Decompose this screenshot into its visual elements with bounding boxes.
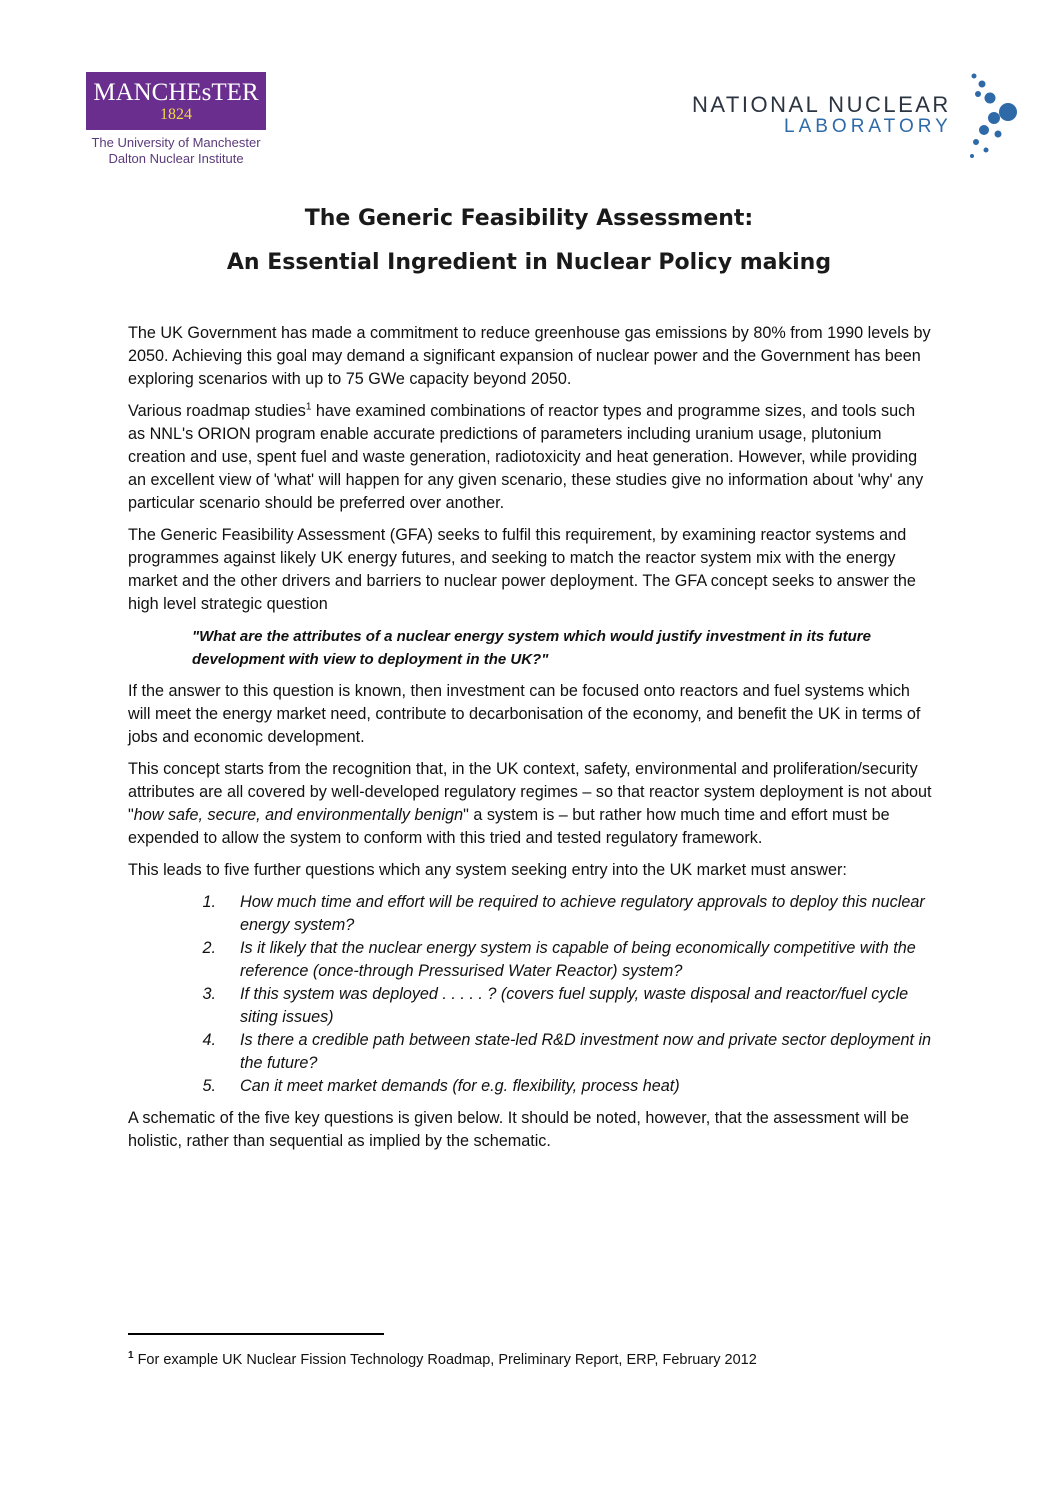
list-item-text: Can it meet market demands (for e.g. flexibility, process heat) [240,1077,680,1095]
list-item-text: How much time and effort will be required to achieve regulatory approvals to deploy this nuclear energy system? [240,893,925,934]
footnote-text: For example UK Nuclear Fission Technology Roadmap, Preliminary Report, ERP, February 2012 [137,1351,757,1368]
paragraph-concept-rest: " a system is – but rather how much time and effort must be expended to allow the system to conform with this tried and tested regulatory framework. [128,806,890,847]
paragraph-intro: The UK Government has made a commitment to reduce greenhouse gas emissions by 80% from 1990 levels by 2050. Achieving this goal may demand a significant expansion of nuclear power and the Government has been exploring scenarios with up to 75 GWe capacity beyond 2050. [128,324,931,388]
list-item [128,937,933,983]
manchester-subtitle-line2: Dalton Nuclear Institute [108,151,244,166]
manchester-logo-name: MANCHEsTER [93,78,259,106]
footnote-mark: 1 [128,1350,134,1361]
paragraph-roadmap [128,400,933,515]
key-questions-list [128,891,933,1098]
list-item-number: 4. [202,1031,216,1049]
strategic-question-quote: "What are the attributes of a nuclear energy system which would justify investment in its future development with view to deployment in the UK?" [192,628,871,668]
list-item [128,891,933,937]
manchester-subtitle-line1: The University of Manchester [91,135,261,150]
university-of-manchester-logo [78,72,278,167]
list-item-number: 3. [202,985,216,1003]
list-item [128,1075,933,1098]
manchester-logo-box [86,72,266,130]
manchester-logo-year: 1824 [160,105,192,123]
footnote [128,1350,757,1368]
paragraph-roadmap-rest: have examined combinations of reactor types and programme sizes, and tools such as NNL's ORION program enable accurate predictions of parameters including uranium usage, plutonium creation and use, spent fuel and waste generation, radiotoxicity and heat generation. However, while providing an excellent view of 'what' will happen for any given scenario, these studies give no information about 'why' any particular scenario should be preferred over another. [128,402,924,512]
paragraph-gfa: The Generic Feasibility Assessment (GFA) seeks to fulfil this requirement, by examining reactor systems and programmes against likely UK energy futures, and seeking to match the reactor system mix with the energy market and the other drivers and barriers to nuclear power deployment. The GFA concept seeks to answer the high level strategic question [128,526,916,613]
list-item-text: Is it likely that the nuclear energy system is capable of being economically competitive with the reference (once-through Pressurised Water Reactor) system? [240,939,916,980]
paragraph-concept-start: This concept starts from the recognition that, in the UK context, safety, environmental and proliferation/security attributes are all covered by well-developed regulatory regimes – so that reactor system deployment is not about " [128,760,932,824]
list-item-text: If this system was deployed . . . . . ? (covers fuel supply, waste disposal and reactor/fuel cycle siting issues) [240,985,909,1026]
paragraph-questions-intro: This leads to five further questions which any system seeking entry into the UK market must answer: [128,861,847,879]
document-title-line1: The Generic Feasibility Assessment: [304,206,754,231]
nnl-logo-line1: NATIONAL NUCLEAR [692,92,951,117]
paragraph-roadmap-start: Various roadmap studies [128,402,306,420]
list-item [128,1029,933,1075]
document-body [128,322,933,1162]
list-item-number: 5. [202,1077,216,1095]
manchester-logo-subtitle [78,135,274,167]
list-item-number: 2. [202,939,216,957]
nnl-logo-line2: LABORATORY [784,116,952,137]
paragraph-concept [128,758,933,850]
list-item-number: 1. [202,893,216,911]
list-item [128,983,933,1029]
list-item-text: Is there a credible path between state-led R&D investment now and private sector deployment in the future? [240,1031,932,1072]
national-nuclear-laboratory-logo [684,72,1024,162]
paragraph-answer: If the answer to this question is known, then investment can be focused onto reactors and fuel systems which will meet the energy market need, contribute to decarbonisation of the economy, and benefit the UK in terms of jobs and economic development. [128,682,921,746]
paragraph-schematic: A schematic of the five key questions is given below. It should be noted, however, that the assessment will be holistic, rather than sequential as implied by the schematic. [128,1109,910,1150]
footnote-reference[interactable]: 1 [305,401,312,413]
document-title-line2: An Essential Ingredient in Nuclear Policy making [226,250,832,275]
footnote-divider [128,1333,384,1335]
paragraph-concept-emphasis: how safe, secure, and environmentally benign [133,806,464,824]
nnl-dots-icon [962,72,1024,162]
